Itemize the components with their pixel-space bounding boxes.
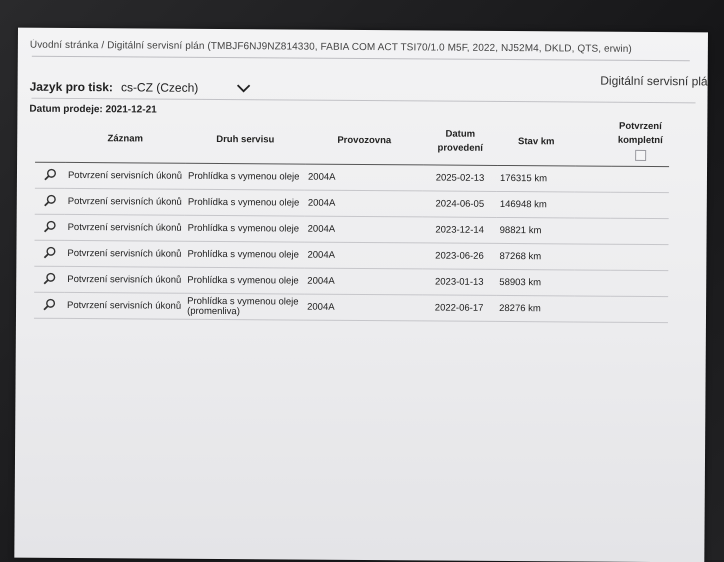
cell-confirmed (611, 192, 669, 218)
cell-spacer (575, 166, 611, 192)
confirmed-all-checkbox[interactable] (635, 150, 646, 161)
cell-workshop: 2004A (304, 242, 422, 269)
cell-mileage: 58903 km (496, 269, 574, 296)
cell-workshop: 2004A (305, 216, 423, 243)
print-language-row (30, 80, 251, 96)
magnifier-icon[interactable] (43, 271, 56, 284)
service-records-table (34, 116, 669, 323)
magnifier-icon[interactable] (43, 193, 56, 206)
divider (32, 98, 696, 104)
magnifier-icon[interactable] (43, 219, 56, 232)
breadcrumb: Úvodní stránka / Digitální servisní plán (TMBJF6NJ9NZ814330, FABIA COM ACT TSI70/1.0 M5F, 2022, NJ52M4, DKLD, QTS, erwin) (29, 39, 632, 55)
cell-mileage: 98821 km (497, 217, 575, 244)
header-confirmed (611, 120, 669, 167)
cell-spacer (574, 244, 610, 270)
cell-spacer (574, 270, 610, 296)
table-row[interactable] (34, 292, 668, 322)
cell-spacer (575, 192, 611, 218)
header-spacer (575, 119, 611, 166)
cell-record: Potvrzení servisních úkonů (65, 188, 185, 215)
cell-confirmed (610, 270, 668, 296)
cell-confirmed (610, 296, 668, 322)
magnifier-icon[interactable] (43, 297, 56, 310)
printed-page (14, 28, 708, 562)
header-icon-column (35, 116, 65, 163)
header-confirmed-label: Potvrzení kompletní (617, 120, 663, 147)
chevron-down-icon[interactable] (236, 83, 250, 93)
print-language-select[interactable]: cs-CZ (Czech) (120, 80, 199, 95)
cell-service-type: Prohlídka s vymenou oleje (185, 189, 305, 216)
cell-mileage: 176315 km (497, 165, 575, 192)
cell-confirmed (610, 244, 668, 270)
cell-date: 2022-06-17 (422, 295, 496, 322)
table-header-row (35, 116, 669, 167)
magnifier-icon[interactable] (43, 245, 56, 258)
cell-date: 2024-06-05 (423, 191, 497, 218)
magnifier-icon[interactable] (43, 167, 56, 180)
sale-date: Datum prodeje: 2021-12-21 (29, 103, 157, 116)
header-record[interactable]: Záznam (65, 116, 185, 163)
cell-workshop: 2004A (305, 164, 423, 191)
cell-mileage: 28276 km (496, 295, 574, 322)
cell-service-type: Prohlídka s vymenou oleje (185, 163, 305, 190)
cell-service-type: Prohlídka s vymenou oleje (185, 215, 305, 242)
divider (32, 56, 690, 62)
cell-record: Potvrzení servisních úkonů (65, 214, 185, 241)
cell-service-type: Prohlídka s vymenou oleje (promenliva) (184, 293, 304, 320)
header-date[interactable]: Datum provedení (423, 118, 497, 165)
cell-spacer (574, 296, 610, 322)
header-service-type[interactable]: Druh servisu (185, 117, 305, 164)
cell-mileage: 146948 km (497, 191, 575, 218)
cell-record: Potvrzení servisních úkonů (64, 240, 184, 267)
cell-date: 2025-02-13 (423, 165, 497, 192)
cell-workshop: 2004A (305, 190, 423, 217)
cell-record: Potvrzení servisních úkonů (64, 266, 184, 293)
cell-date: 2023-06-26 (422, 243, 496, 270)
cell-record: Potvrzení servisních úkonů (64, 292, 184, 319)
cell-record: Potvrzení servisních úkonů (65, 162, 185, 189)
cell-date: 2023-12-14 (423, 217, 497, 244)
cell-service-type: Prohlídka s vymenou oleje (184, 241, 304, 268)
cell-service-type: Prohlídka s vymenou oleje (184, 267, 304, 294)
header-workshop[interactable]: Provozovna (305, 118, 423, 165)
cell-spacer (575, 218, 611, 244)
print-language-label: Jazyk pro tisk: (29, 79, 114, 95)
cell-confirmed (611, 218, 669, 244)
cell-confirmed (611, 166, 669, 192)
cell-mileage: 87268 km (496, 243, 574, 270)
cell-workshop: 2004A (304, 294, 422, 321)
cell-date: 2023-01-13 (422, 269, 496, 296)
header-mileage[interactable]: Stav km (497, 119, 575, 166)
page-title: Digitální servisní plá (600, 73, 708, 89)
cell-workshop: 2004A (304, 268, 422, 295)
